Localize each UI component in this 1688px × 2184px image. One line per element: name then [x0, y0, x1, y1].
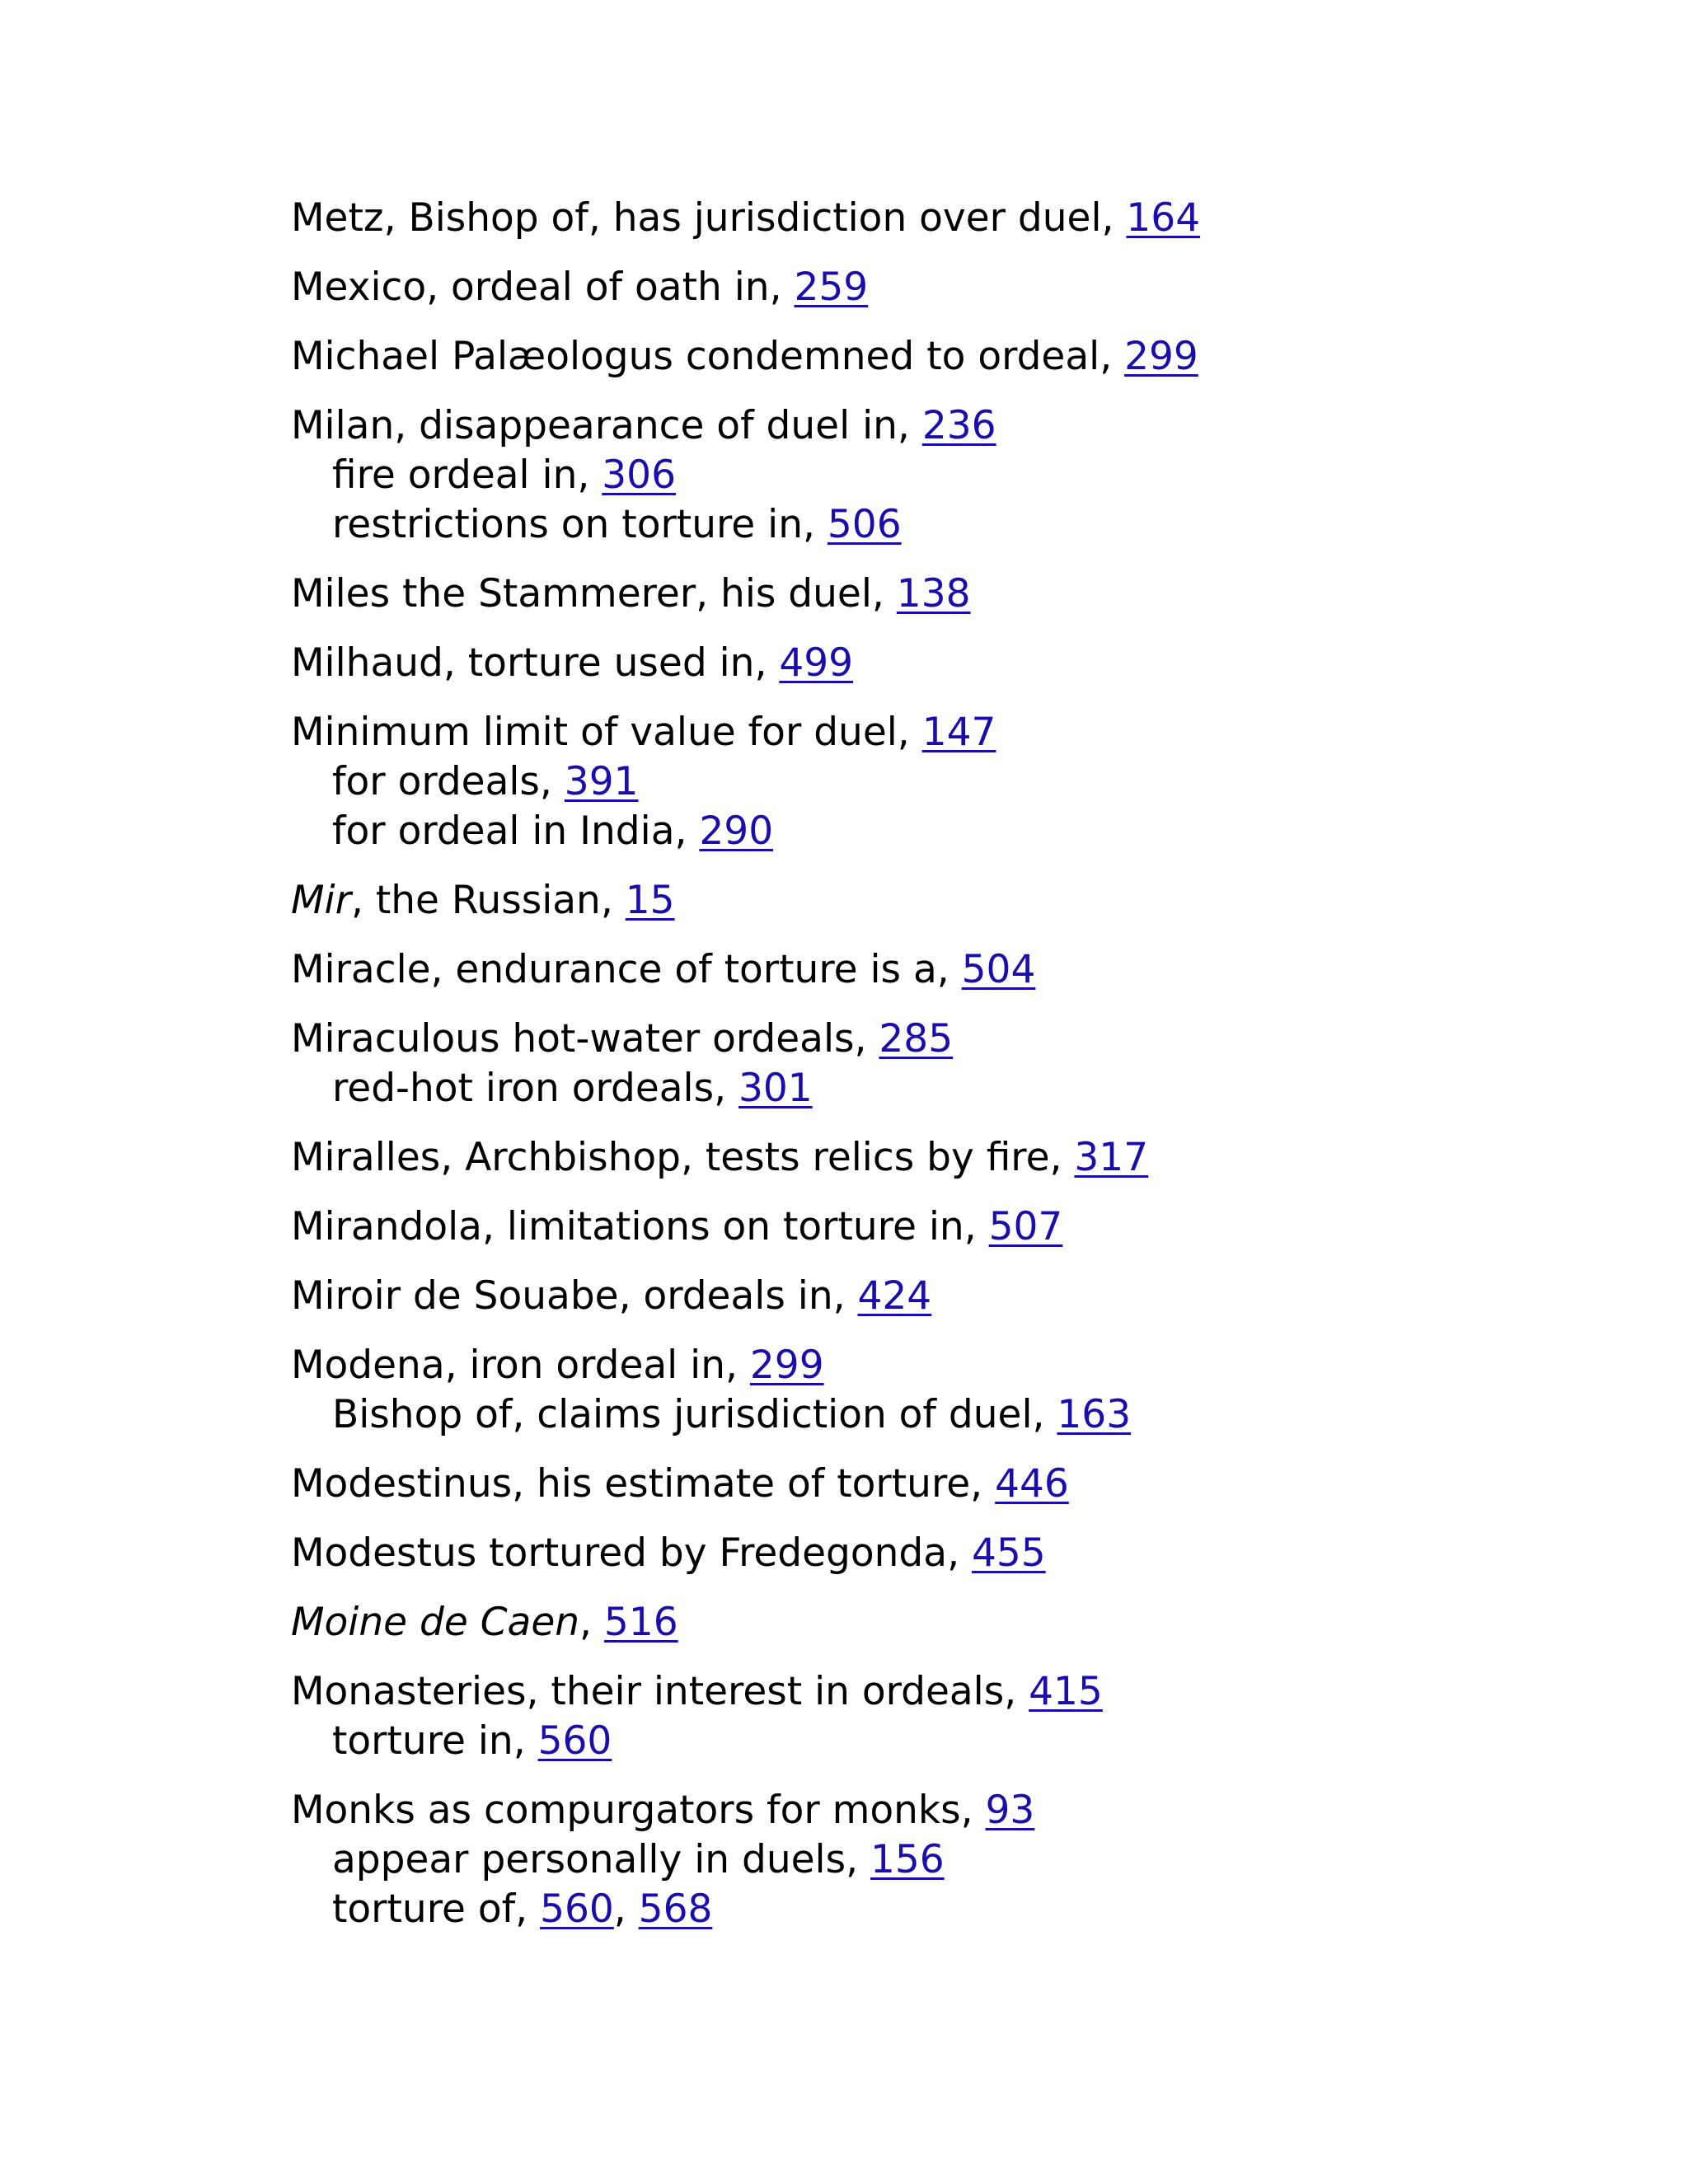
page-separator: , [613, 1886, 639, 1932]
page-link[interactable]: 415 [1029, 1669, 1103, 1714]
index-entry [291, 1667, 1610, 1766]
index-entry [291, 639, 1610, 688]
index-subentry [291, 451, 1610, 500]
entry-text: Modestus tortured by Fredegonda, [291, 1530, 972, 1576]
index-entry [291, 1598, 1610, 1647]
index-subentry [291, 500, 1610, 550]
entry-text: Miles the Stammerer, his duel, [291, 571, 897, 616]
index-entry [291, 194, 1610, 243]
page-link[interactable]: 424 [857, 1273, 932, 1319]
index-heading [291, 1015, 1610, 1064]
entry-text: Monks as compurgators for monks, [291, 1788, 986, 1833]
page-link[interactable]: 147 [921, 710, 996, 755]
index-heading [291, 1529, 1610, 1578]
entry-text: Modena, iron ordeal in, [291, 1343, 750, 1388]
index-heading [291, 876, 1610, 926]
entry-text: Mexico, ordeal of oath in, [291, 265, 795, 310]
entry-text: Miraculous hot-water ordeals, [291, 1016, 879, 1062]
index-heading [291, 945, 1610, 995]
index-heading [291, 194, 1610, 243]
index-entry [291, 263, 1610, 312]
index-heading [291, 1133, 1610, 1183]
entry-italic-term: Mir [291, 878, 351, 923]
index-subentry [291, 807, 1610, 856]
entry-text: , [579, 1600, 604, 1645]
index-heading [291, 1598, 1610, 1647]
entry-text: red-hot iron ordeals, [332, 1066, 738, 1111]
page-link[interactable]: 568 [638, 1886, 713, 1932]
page-link[interactable]: 301 [738, 1066, 813, 1111]
page-link[interactable]: 446 [995, 1461, 1069, 1507]
page-link[interactable]: 93 [985, 1788, 1035, 1833]
entry-text: torture of, [332, 1886, 541, 1932]
index-heading [291, 263, 1610, 312]
index-subentry [291, 757, 1610, 807]
page-link[interactable]: 236 [921, 403, 996, 448]
index-entry [291, 569, 1610, 619]
index-heading [291, 639, 1610, 688]
entry-text: Modestinus, his estimate of torture, [291, 1461, 996, 1507]
entry-text: Miroir de Souabe, ordeals in, [291, 1273, 858, 1319]
index-entry [291, 1015, 1610, 1113]
index-subentry [291, 1390, 1610, 1440]
index-subentry [291, 1717, 1610, 1766]
entry-text: Miralles, Archbishop, tests relics by fire, [291, 1135, 1075, 1180]
page-link[interactable]: 560 [537, 1718, 612, 1764]
index-entry [291, 876, 1610, 926]
page-link[interactable]: 285 [879, 1016, 954, 1062]
entry-text: for ordeal in India, [332, 808, 700, 854]
index-heading [291, 708, 1610, 757]
page-link[interactable]: 15 [625, 878, 675, 923]
page-link[interactable]: 516 [603, 1600, 678, 1645]
index-entry [291, 1341, 1610, 1440]
page-link[interactable]: 164 [1126, 195, 1201, 241]
index-entry [291, 1133, 1610, 1183]
index-entry [291, 1529, 1610, 1578]
page-link[interactable]: 290 [699, 808, 774, 854]
page-link[interactable]: 299 [749, 1343, 824, 1388]
index-entry [291, 708, 1610, 856]
page-link[interactable]: 504 [961, 947, 1036, 992]
index-heading [291, 1667, 1610, 1717]
entry-text: Milan, disappearance of duel in, [291, 403, 922, 448]
index-entry [291, 332, 1610, 382]
entry-italic-term: Moine de Caen [291, 1600, 580, 1645]
index-heading [291, 1202, 1610, 1252]
entry-text: Minimum limit of value for duel, [291, 710, 922, 755]
page-link[interactable]: 499 [779, 640, 854, 686]
entry-text: fire ordeal in, [332, 452, 603, 498]
entry-text: torture in, [332, 1718, 538, 1764]
page-link[interactable]: 306 [602, 452, 676, 498]
index-heading [291, 1341, 1610, 1390]
index-entry [291, 401, 1610, 550]
entry-text: , the Russian, [350, 878, 626, 923]
page-link[interactable]: 138 [896, 571, 971, 616]
index-subentry [291, 1835, 1610, 1885]
page-link[interactable]: 391 [564, 759, 639, 804]
page-link[interactable]: 506 [827, 502, 902, 547]
index-heading [291, 1272, 1610, 1321]
page-link[interactable]: 507 [988, 1204, 1063, 1249]
page-link[interactable]: 156 [870, 1837, 945, 1882]
entry-text: Metz, Bishop of, has jurisdiction over duel, [291, 195, 1127, 241]
page-link[interactable]: 259 [794, 265, 869, 310]
entry-text: Milhaud, torture used in, [291, 640, 780, 686]
index-heading [291, 401, 1610, 451]
entry-text: appear personally in duels, [332, 1837, 870, 1882]
page-link[interactable]: 560 [540, 1886, 614, 1932]
page-link[interactable]: 163 [1057, 1392, 1132, 1437]
entry-text: Bishop of, claims jurisdiction of duel, [332, 1392, 1057, 1437]
page-link[interactable]: 455 [971, 1530, 1046, 1576]
index-heading [291, 1460, 1610, 1509]
index-page [291, 194, 1610, 1954]
page-link[interactable]: 317 [1074, 1135, 1149, 1180]
entry-text: restrictions on torture in, [332, 502, 828, 547]
entry-text: Miracle, endurance of torture is a, [291, 947, 962, 992]
entry-text: for ordeals, [332, 759, 565, 804]
index-subentry [291, 1885, 1610, 1934]
page-link[interactable]: 299 [1124, 334, 1198, 379]
entry-text: Monasteries, their interest in ordeals, [291, 1669, 1029, 1714]
entry-text: Michael Palæologus condemned to ordeal, [291, 334, 1125, 379]
index-entry [291, 1460, 1610, 1509]
index-entry [291, 945, 1610, 995]
index-heading [291, 332, 1610, 382]
index-heading [291, 569, 1610, 619]
index-heading [291, 1786, 1610, 1835]
index-entry [291, 1786, 1610, 1934]
entry-text: Mirandola, limitations on torture in, [291, 1204, 989, 1249]
index-entry [291, 1202, 1610, 1252]
index-subentry [291, 1064, 1610, 1113]
index-entry [291, 1272, 1610, 1321]
